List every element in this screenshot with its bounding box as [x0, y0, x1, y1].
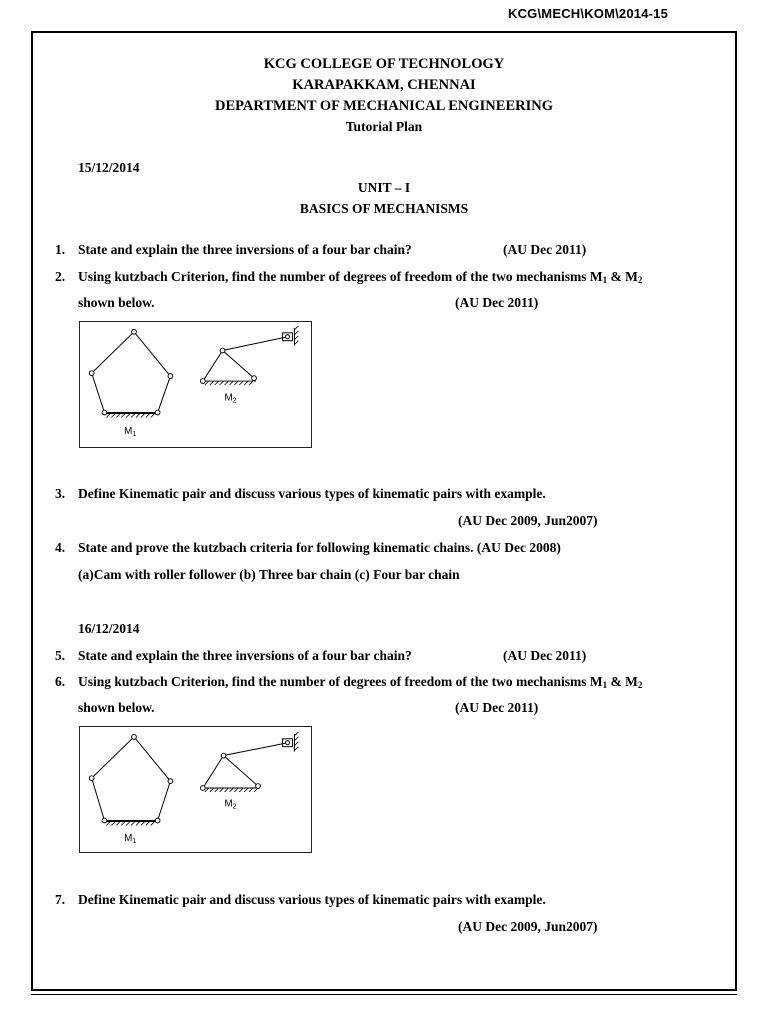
document-title: Tutorial Plan	[345, 119, 423, 134]
question-number: 1.	[55, 242, 66, 257]
department-name: DEPARTMENT OF MECHANICAL ENGINEERING	[215, 98, 553, 114]
label-m1: $M_1$	[124, 426, 137, 439]
unit-label: UNIT – I	[357, 180, 411, 195]
document-code: KCG\MECH\KOM\2014-15	[508, 6, 669, 21]
question-text-continued: shown below.	[78, 700, 155, 715]
question-reference: (AU Dec 2011)	[503, 648, 587, 663]
question-reference: (AU Dec 2011)	[503, 242, 587, 257]
college-name: KCG COLLEGE OF TECHNOLOGY	[263, 56, 505, 72]
question-number: 2.	[55, 269, 66, 284]
session-date-2: 16/12/2014	[78, 621, 140, 636]
question-text: State and prove the kutzbach criteria for following kinematic chains. (AU Dec 2008)	[78, 540, 561, 555]
mechanism-figure	[79, 726, 312, 853]
unit-name: BASICS OF MECHANISMS	[299, 201, 469, 216]
question-text: State and explain the three inversions of a four bar chain?	[78, 648, 412, 663]
question-reference: (AU Dec 2011)	[455, 295, 539, 310]
question-text: Using kutzbach Criterion, find the number of degrees of freedom of the two mechanisms $M_1$ & $M_2$	[78, 674, 643, 690]
label-m2: $M_2$	[224, 798, 237, 811]
session-date-1: 15/12/2014	[78, 160, 140, 175]
question-number: 4.	[55, 540, 66, 555]
question-text: Define Kinematic pair and discuss various types of kinematic pairs with example.	[78, 486, 546, 501]
college-location: KARAPAKKAM, CHENNAI	[292, 77, 476, 93]
mechanism-diagram	[80, 727, 311, 852]
mechanism-figure	[79, 321, 312, 448]
question-text: Define Kinematic pair and discuss various types of kinematic pairs with example.	[78, 892, 546, 907]
question-text-continued: (a)Cam with roller follower (b) Three bar chain (c) Four bar chain	[78, 567, 460, 582]
question-number: 5.	[55, 648, 66, 663]
question-reference: (AU Dec 2009, Jun2007)	[458, 513, 598, 528]
question-text: Using kutzbach Criterion, find the number of degrees of freedom of the two mechanisms $M_1$ & $M_2$	[78, 269, 643, 285]
page-border-double-line	[31, 994, 737, 995]
question-number: 7.	[55, 892, 66, 907]
question-number: 6.	[55, 674, 66, 689]
question-text: State and explain the three inversions of a four bar chain?	[78, 242, 412, 257]
question-number: 3.	[55, 486, 66, 501]
question-reference: (AU Dec 2011)	[455, 700, 539, 715]
question-text-continued: shown below.	[78, 295, 155, 310]
label-m1: $M_1$	[124, 833, 137, 846]
question-reference: (AU Dec 2009, Jun2007)	[458, 919, 598, 934]
mechanism-diagram	[80, 322, 311, 447]
label-m2: $M_2$	[224, 392, 237, 405]
